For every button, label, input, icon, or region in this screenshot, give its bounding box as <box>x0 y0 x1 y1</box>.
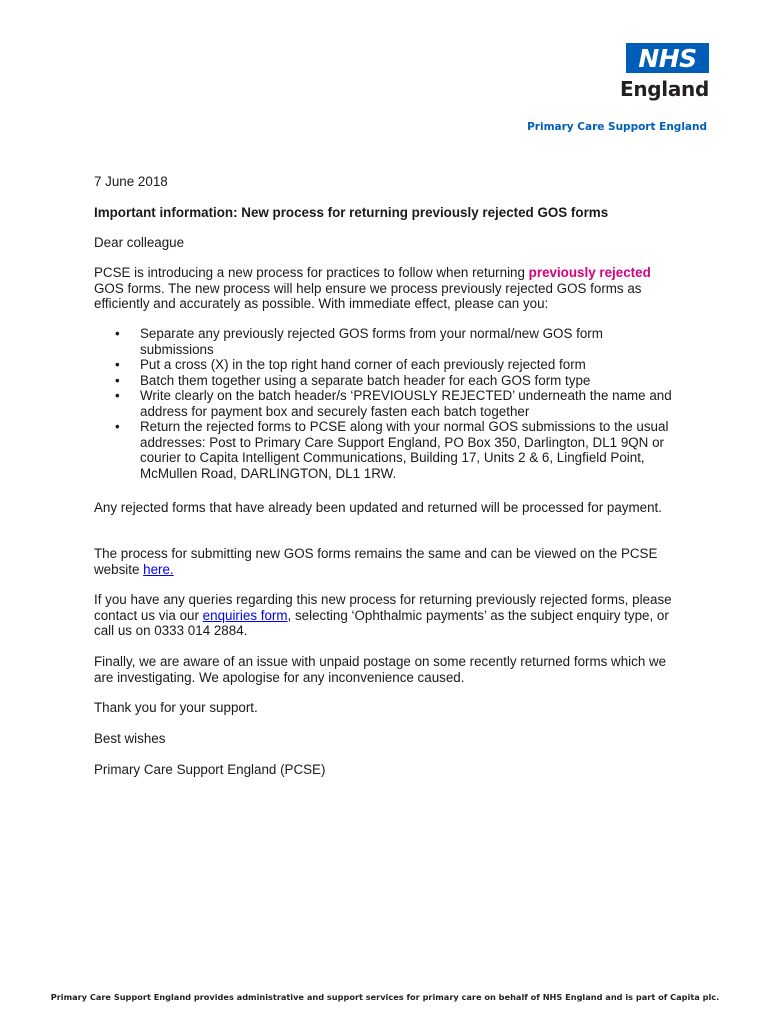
list-item-text: Separate any previously rejected GOS forms from your normal/new GOS form submissions <box>140 326 603 357</box>
list-item-text: Return the rejected forms to PCSE along with your normal GOS submissions to the usual addresses: Post to Primary Care Support England, PO Box 350, Darlington, DL1 9QN or courier to Capita Intelligent Communications, Building 17, Units 2 & 6, Lingfield Point, McMullen Road, DARLINGTON, DL1 1RW. <box>140 419 669 481</box>
list-item <box>94 357 674 373</box>
instruction-list <box>94 326 674 481</box>
footer-text: Primary Care Support England provides administrative and support services for primary care on behalf of NHS England and is part of Capita plc. <box>50 992 720 1002</box>
intro-highlight-2: rejected <box>599 265 651 280</box>
list-item-text: Write clearly on the batch header/s ‘PREVIOUSLY REJECTED’ underneath the name and address for payment box and securely fasten each batch together <box>140 388 672 419</box>
list-item <box>94 373 674 389</box>
list-item <box>94 326 674 357</box>
thanks-line: Thank you for your support. <box>94 700 258 715</box>
bullet-icon: • <box>115 326 120 341</box>
queries-text-before: If you have any queries regarding this new process for returning previously rejected forms, please contact us via our <box>94 592 672 623</box>
closing-line: Best wishes <box>94 731 166 746</box>
process-paragraph <box>94 546 679 577</box>
org-name: Primary Care Support England <box>527 121 707 133</box>
letter-date: 7 June 2018 <box>94 174 168 189</box>
process-text: The process for submitting new GOS forms remains the same and can be viewed on the PCSE website <box>94 546 658 577</box>
letter-subject: Important information: New process for returning previously rejected GOS forms <box>94 205 609 220</box>
intro-paragraph <box>94 265 679 312</box>
queries-text-after: , selecting ‘Ophthalmic payments’ as the subject enquiry type, or call us on 0333 014 2884. <box>94 607 669 638</box>
list-item <box>94 388 674 419</box>
intro-text-before: PCSE is introducing a new process for practices to follow when returning <box>94 265 529 280</box>
bullet-icon: • <box>115 357 120 372</box>
processed-paragraph: Any rejected forms that have already been updated and returned will be processed for payment. <box>94 500 662 515</box>
enquiries-form-link[interactable]: enquiries form <box>202 607 288 623</box>
nhs-logo-subtitle: England <box>619 77 709 101</box>
bullet-icon: • <box>115 372 120 388</box>
list-item-text: Batch them together using a separate batch header for each GOS form type <box>140 372 591 388</box>
signature-line: Primary Care Support England (PCSE) <box>94 762 326 777</box>
bullet-icon: • <box>115 388 120 403</box>
list-item-text: Put a cross (X) in the top right hand corner of each previously rejected form <box>140 357 586 372</box>
queries-paragraph <box>94 592 679 639</box>
bullet-icon: • <box>115 419 120 434</box>
nhs-logo-box: NHS <box>626 43 709 73</box>
here-link[interactable]: here. <box>143 561 174 577</box>
postage-paragraph: Finally, we are aware of an issue with unpaid postage on some recently returned forms which we are investigating. We apologise for any inconvenience caused. <box>94 654 667 685</box>
intro-highlight-1: previously <box>528 265 596 280</box>
list-item <box>94 419 674 481</box>
salutation: Dear colleague <box>94 235 185 250</box>
intro-text-after: GOS forms. The new process will help ensure we process previously rejected GOS forms as efficiently and accurately as possible. With immediate effect, please can you: <box>94 280 642 311</box>
